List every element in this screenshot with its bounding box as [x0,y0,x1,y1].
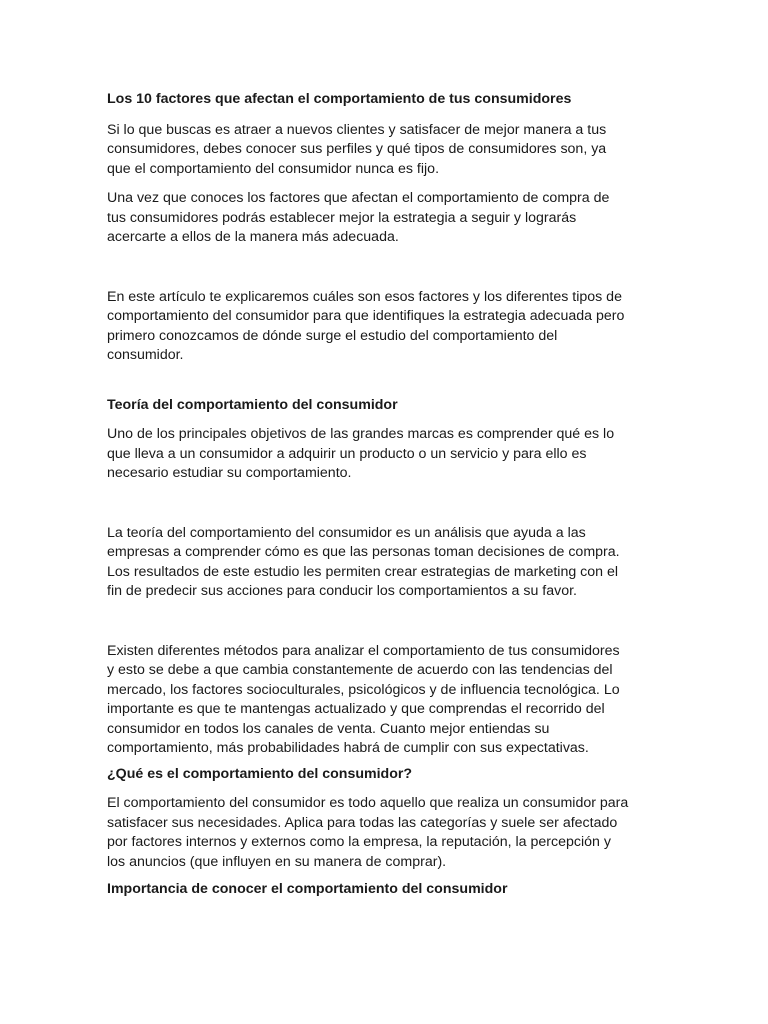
text-line: que lleva a un consumidor a adquirir un producto o un servicio y para ello es [107,445,587,462]
text-line: Existen diferentes métodos para analizar el comportamiento de tus consumidores [107,642,620,659]
heading-what-is: ¿Qué es el comportamiento del consumidor? [107,765,413,782]
paragraph-article [107,288,667,366]
text-line: los anuncios (que influyen en su manera de comprar). [107,853,447,870]
paragraph-theory [107,524,667,602]
heading-theory: Teoría del comportamiento del consumidor [107,396,398,413]
text-line: necesario estudiar su comportamiento. [107,465,352,481]
text-line: consumidor en todos los canales de venta. Cuanto mejor entiendas su [107,720,550,737]
text-line: tus consumidores podrás establecer mejor la estrategia a seguir y lograrás [107,209,577,226]
text-line: comportamiento, más probabilidades habrá de cumplir con sus expectativas. [107,740,589,756]
paragraph-factors [107,189,667,248]
text-line: importante es que te mantengas actualizado y que comprendas el recorrido del [107,701,605,717]
text-line: mercado, los factores socioculturales, psicológicos y de influencia tecnológica. Lo [107,681,620,698]
text-line: fin de predecir sus acciones para conducir los comportamientos a su favor. [107,583,578,599]
paragraph-intro [107,121,667,180]
text-line: consumidor. [107,347,184,363]
text-line: primero conozcamos de dónde surge el estudio del comportamiento del [107,327,558,344]
text-line: Una vez que conoces los factores que afectan el comportamiento de compra de [107,190,610,206]
text-line: comportamiento del consumidor para que identifiques la estrategia adecuada pero [107,308,625,324]
paragraph-objectives [107,425,667,484]
text-line: satisfacer sus necesidades. Aplica para todas las categorías y suele ser afectado [107,814,618,831]
text-line: Si lo que buscas es atraer a nuevos clientes y satisfacer de mejor manera a tus [107,121,607,138]
text-line: consumidores, debes conocer sus perfiles y qué tipos de consumidores son, ya [107,141,607,157]
text-line: empresas a comprender cómo es que las personas toman decisiones de compra. [107,544,620,560]
text-line: La teoría del comportamiento del consumidor es un análisis que ayuda a las [107,524,586,541]
text-line: acercarte a ellos de la manera más adecuada. [107,229,399,245]
text-line: Uno de los principales objetivos de las grandes marcas es comprender qué es lo [107,426,615,442]
text-line: y esto se debe a que cambia constantemente de acuerdo con las tendencias del [107,662,613,678]
text-line: Los resultados de este estudio les permiten crear estrategias de marketing con el [107,563,619,580]
document-page [107,90,667,900]
heading-importance: Importancia de conocer el comportamiento del consumidor [107,881,508,897]
text-line: por factores internos y externos como la empresa, la reputación, la percepción y [107,834,611,850]
text-line: En este artículo te explicaremos cuáles son esos factores y los diferentes tipos de [107,288,622,305]
paragraph-definition [107,794,667,872]
text-line: El comportamiento del consumidor es todo aquello que realiza un consumidor para [107,795,629,811]
text-line: que el comportamiento del consumidor nunca es fijo. [107,160,440,177]
heading-factors: Los 10 factores que afectan el comportamiento de tus consumidores [107,91,572,107]
paragraph-methods [107,642,667,759]
